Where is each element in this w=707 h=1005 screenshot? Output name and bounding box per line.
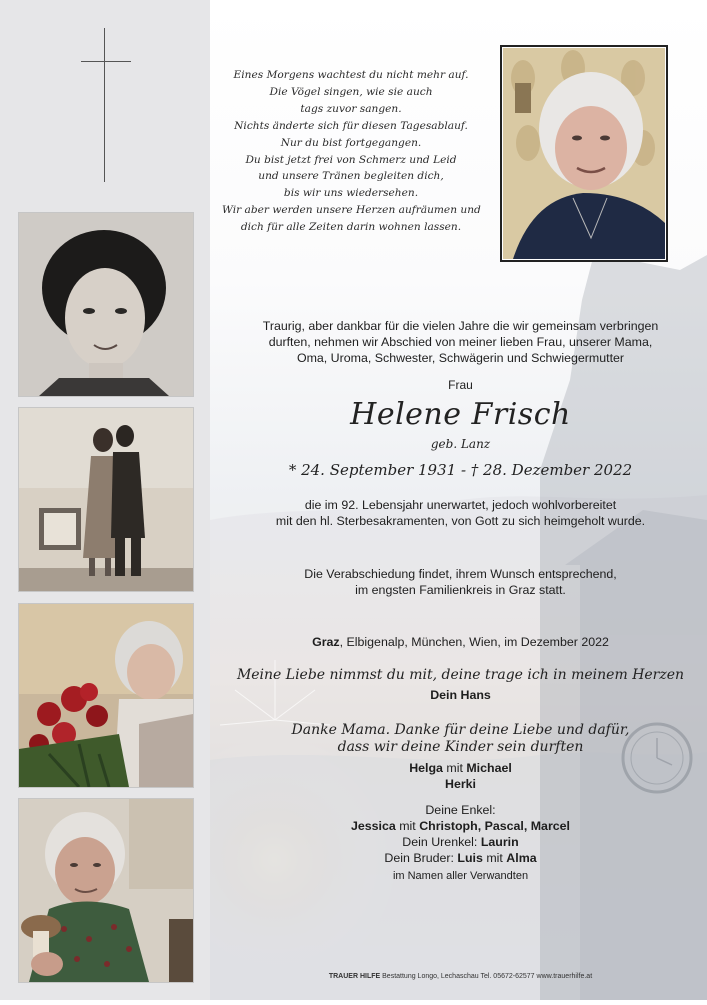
title-word: Frau — [448, 378, 473, 392]
poem-line: bis wir uns wiedersehen. — [283, 187, 419, 200]
footer-contact: Bestattung Longo, Lechaschau Tel. 05672-62577 www.trauerhilfe.at — [380, 973, 593, 980]
death-notice-text — [222, 497, 699, 529]
poem-line: Du bist jetzt frei von Schmerz und Leid — [245, 153, 457, 166]
deceased-name: Helene Frisch — [350, 397, 571, 432]
left-photo-column — [0, 0, 210, 1000]
great-grandkid-label: Dein Urenkel: — [402, 835, 481, 849]
life-dates: * 24. September 1931 - † 28. Dezember 2022 — [288, 461, 633, 479]
poem-line: dich für alle Zeiten darin wohnen lassen. — [240, 221, 462, 234]
cross-icon-vertical — [104, 28, 105, 182]
farewell-text — [222, 566, 699, 598]
children-quote-line: Danke Mama. Danke für deine Liebe und dafür, — [291, 722, 630, 738]
photo-with-mushroom — [18, 798, 194, 983]
relatives-line: im Namen aller Verwandten — [392, 870, 529, 882]
husband-quote: Meine Liebe nimmst du mit, deine trage ich in meinem Herzen — [236, 667, 685, 683]
mit-word: mit — [395, 819, 420, 833]
photo-couple — [18, 407, 194, 592]
children-quote-line: dass wir deine Kinder sein durften — [337, 739, 584, 755]
footer-brand: TRAUER HILFE — [328, 973, 381, 980]
intro-line: durften, nehmen wir Abschied von meiner lieben Frau, unserer Mama, — [268, 335, 653, 349]
child-name: Herki — [445, 777, 476, 791]
child-name: Helga — [409, 761, 443, 775]
family-list — [222, 802, 699, 866]
place-rest: , Elbigenalp, München, Wien, im Dezember 2022 — [339, 635, 609, 649]
poem-line: tags zuvor sangen. — [300, 102, 402, 115]
husband-signature: Dein Hans — [430, 688, 491, 702]
death-notice-line: mit den hl. Sterbesakramenten, von Gott zu sich heimgeholt wurde. — [275, 514, 646, 528]
mit-word: mit — [482, 851, 507, 865]
poem-line: und unsere Tränen begleiten dich, — [258, 170, 444, 183]
maiden-name: geb. Lanz — [430, 437, 491, 451]
poem-line: Nur du bist fortgegangen. — [280, 136, 422, 149]
farewell-line: Die Verabschiedung findet, ihrem Wunsch entsprechend, — [304, 567, 617, 581]
intro-text — [222, 318, 699, 366]
children-line — [222, 760, 699, 776]
photo-with-roses — [18, 603, 194, 788]
poem-line: Wir aber werden unsere Herzen aufräumen und — [222, 204, 481, 217]
place-and-date — [222, 634, 699, 650]
poem-line: Die Vögel singen, wie sie auch — [269, 85, 433, 98]
footer-credit — [222, 973, 699, 980]
grandkids-label: Deine Enkel: — [425, 803, 496, 817]
farewell-line: im engsten Familienkreis in Graz statt. — [355, 583, 566, 597]
great-grandkid-name: Laurin — [480, 835, 519, 849]
grandkid-names: Christoph, Pascal, Marcel — [419, 819, 570, 833]
child-partner-name: Michael — [466, 761, 512, 775]
grandkids-line — [222, 818, 699, 834]
great-grandkid-line — [222, 834, 699, 850]
intro-line: Traurig, aber dankbar für die vielen Jahre die wir gemeinsam verbringen — [262, 319, 659, 333]
brother-line — [222, 850, 699, 866]
poem-line: Nichts änderte sich für diesen Tagesablauf. — [234, 119, 468, 132]
children-names — [222, 760, 699, 792]
brother-label: Dein Bruder: — [384, 851, 458, 865]
cross-icon-horizontal — [81, 61, 131, 62]
photo-young-portrait — [18, 212, 194, 397]
poem-line: Eines Morgens wachtest du nicht mehr auf. — [233, 69, 469, 81]
portrait-elderly-woman — [500, 45, 668, 262]
brother-name: Luis — [457, 851, 483, 865]
brother-partner-name: Alma — [506, 851, 537, 865]
children-quote — [222, 722, 699, 756]
death-notice-line: die im 92. Lebensjahr unerwartet, jedoch wohlvorbereitet — [304, 498, 617, 512]
poem-verse — [222, 67, 480, 236]
intro-line: Oma, Uroma, Schwester, Schwägerin und Schwiegermutter — [296, 351, 625, 365]
mit-word: mit — [442, 761, 467, 775]
place-city: Graz — [312, 635, 340, 649]
grandkid-name: Jessica — [350, 819, 396, 833]
